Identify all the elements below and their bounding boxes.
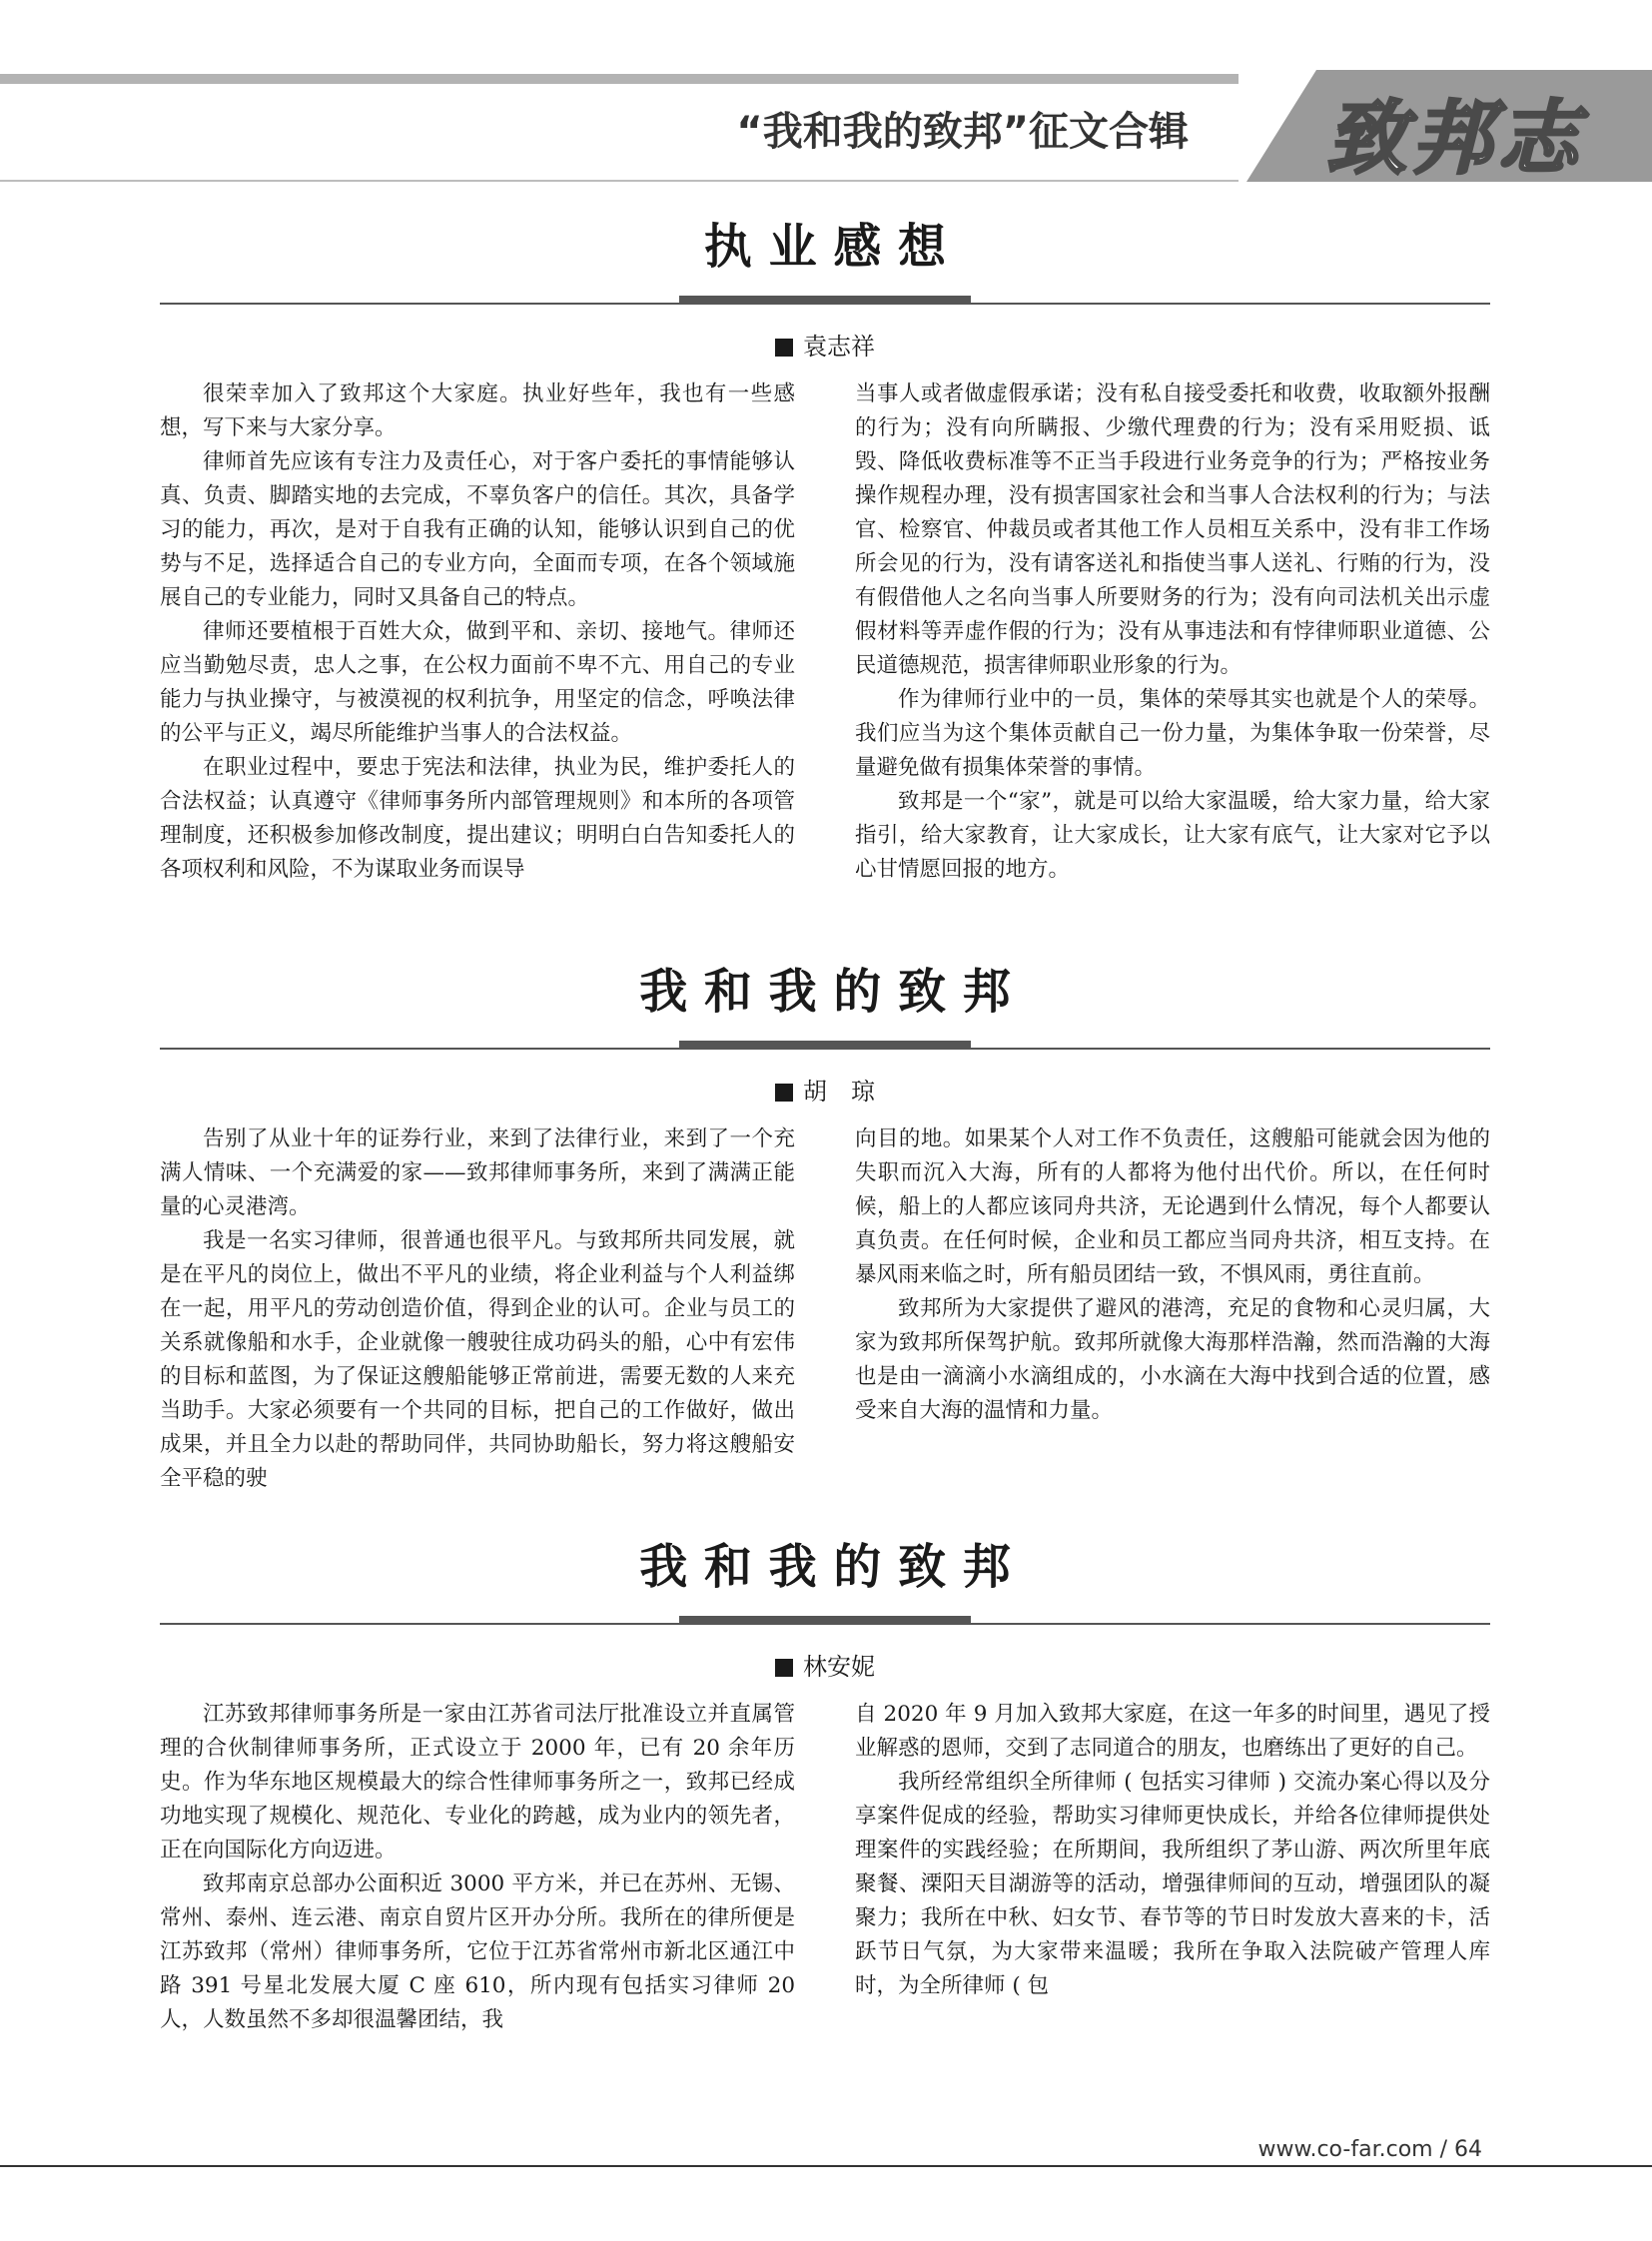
- paragraph: 很荣幸加入了致邦这个大家庭。执业好些年，我也有一些感想，写下来与大家分享。: [160, 381, 795, 440]
- article-columns: [160, 1698, 1490, 2037]
- paragraph-continued: 当事人或者做虚假承诺；没有私自接受委托和收费，收取额外报酬的行为；没有向所瞒报、少缴代理费的行为；没有采用贬损、诋毁、降低收费标准等不正当手段进行业务竞争的行为；严格按业务操作规程办理，没有损害国家社会和当事人合法权利的行为；与法官、检察官、仲裁员或者其他工作人员相互关系中，没有非工作场所会见的行为，没有请客送礼和指使当事人送礼、行贿的行为，没有假借他人之名向当事人所要财务的行为；没有向司法机关出示虚假材料等弄虚作假的行为；没有从事违法和有悖律师职业道德、公民道德规范，损害律师职业形象的行为。: [855, 381, 1490, 678]
- article-2: [160, 957, 1490, 1496]
- paragraph: 在职业过程中，要忠于宪法和法律，执业为民，维护委托人的合法权益；认真遵守《律师事务所内部管理规则》和本所的各项管理制度，还积极参加修改制度，提出建议；明明白白告知委托人的各项权利和风险，不为谋取业务而误导: [160, 755, 795, 882]
- paragraph: 致邦南京总部办公面积近 3000 平方米，并已在苏州、无锡、常州、泰州、连云港、南京自贸片区开办分所。我所在的律所便是江苏致邦（常州）律师事务所，它位于江苏省常州市新北区通江中路 391 号星北发展大厦 C 座 610，所内现有包括实习律师 20 人，人数虽然不多却很温馨团结，我: [160, 1871, 795, 2032]
- title-rule: [160, 1041, 1490, 1055]
- article-title: 我 和 我 的 致 邦: [639, 964, 1011, 1020]
- right-column: [855, 1122, 1490, 1496]
- title-rule: [160, 1616, 1490, 1630]
- paragraph: 告别了从业十年的证券行业，来到了法律行业，来到了一个充满人情味、一个充满爱的家——致邦律师事务所，来到了满满正能量的心灵港湾。: [160, 1126, 795, 1219]
- header-divider: [0, 180, 1239, 182]
- collection-title: “我和我的致邦”征文合辑: [736, 109, 1189, 155]
- left-column: [160, 377, 795, 887]
- right-column: [855, 1698, 1490, 2037]
- paragraph: 作为律师行业中的一员，集体的荣辱其实也就是个人的荣辱。我们应当为这个集体贡献自己一份力量，为集体争取一份荣誉，尽量避免做有损集体荣誉的事情。: [855, 687, 1490, 780]
- footer: www.co-far.com / 64: [1248, 2137, 1483, 2162]
- footer-website: www.co-far.com: [1257, 2137, 1433, 2162]
- article-title: 我 和 我 的 致 邦: [639, 1539, 1011, 1595]
- article-1: [160, 212, 1490, 887]
- paragraph: 我是一名实习律师，很普通也很平凡。与致邦所共同发展，就是在平凡的岗位上，做出不平凡的业绩，将企业利益与个人利益绑在一起，用平凡的劳动创造价值，得到企业的认可。企业与员工的关系就像船和水手，企业就像一艘驶往成功码头的船，心中有宏伟的目标和蓝图，为了保证这艘船能够正常前进，需要无数的人来充当助手。大家必须要有一个共同的目标，把自己的工作做好，做出成果，并且全力以赴的帮助同伴，共同协助船长，努力将这艘船安全平稳的驶: [160, 1228, 795, 1491]
- header-top-bar: [0, 74, 1239, 84]
- left-column: [160, 1122, 795, 1496]
- author-name: 袁志祥: [803, 333, 875, 361]
- author-square-icon: [775, 1659, 793, 1677]
- author-name: 胡 琼: [803, 1078, 875, 1106]
- brand-logo: [1246, 70, 1652, 185]
- paragraph: 致邦所为大家提供了避风的港湾，充足的食物和心灵归属，大家为致邦所保驾护航。致邦所就像大海那样浩瀚，然而浩瀚的大海也是由一滴滴小水滴组成的，小水滴在大海中找到合适的位置，感受来自大海的温情和力量。: [855, 1296, 1490, 1423]
- right-column: [855, 377, 1490, 887]
- author-square-icon: [775, 339, 793, 357]
- paragraph: 江苏致邦律师事务所是一家由江苏省司法厅批准设立并直属管理的合伙制律师事务所，正式设立于 2000 年，已有 20 余年历史。作为华东地区规模最大的综合性律师事务所之一，致邦已经成功地实现了规模化、规范化、专业化的跨越，成为业内的领先者，正在向国际化方向迈进。: [160, 1702, 795, 1863]
- paragraph-continued: 向目的地。如果某个人对工作不负责任，这艘船可能就会因为他的失职而沉入大海，所有的人都将为他付出代价。所以，在任何时候，船上的人都应该同舟共济，无论遇到什么情况，每个人都要认真负责。在任何时候，企业和员工都应当同舟共济，相互支持。在暴风雨来临之时，所有船员团结一致，不惧风雨，勇往直前。: [855, 1126, 1490, 1287]
- article-3: [160, 1532, 1490, 2037]
- article-columns: [160, 1122, 1490, 1496]
- brand-title: 致邦志: [1326, 91, 1584, 185]
- article-title: 执 业 感 想: [703, 219, 947, 275]
- author-line: [160, 330, 1490, 364]
- paragraph-continued: 自 2020 年 9 月加入致邦大家庭，在这一年多的时间里，遇见了授业解惑的恩师，交到了志同道合的朋友，也磨练出了更好的自己。: [855, 1702, 1490, 1761]
- article-columns: [160, 377, 1490, 887]
- paragraph: 我所经常组织全所律师 ( 包括实习律师 ) 交流办案心得以及分享案件促成的经验，帮助实习律师更快成长，并给各位律师提供处理案件的实践经验；在所期间，我所组织了茅山游、两次所里年底聚餐、溧阳天目湖游等的活动，增强律师间的互动，增强团队的凝聚力；我所在中秋、妇女节、春节等的节日时发放大喜来的卡，活跃节日气氛，为大家带来温暖；我所在争取入法院破产管理人库时，为全所律师 ( 包: [855, 1770, 1490, 1998]
- author-square-icon: [775, 1084, 793, 1102]
- left-column: [160, 1698, 795, 2037]
- title-rule: [160, 296, 1490, 310]
- author-line: [160, 1075, 1490, 1109]
- footer-rule: [0, 2165, 1652, 2167]
- author-name: 林安妮: [803, 1653, 875, 1681]
- paragraph: 律师还要植根于百姓大众，做到平和、亲切、接地气。律师还应当勤勉尽责，忠人之事，在公权力面前不卑不亢、用自己的专业能力与执业操守，与被漠视的权利抗争，用坚定的信念，呼唤法律的公平与正义，竭尽所能维护当事人的合法权益。: [160, 619, 795, 746]
- author-line: [160, 1650, 1490, 1684]
- paragraph: 律师首先应该有专注力及责任心，对于客户委托的事情能够认真、负责、脚踏实地的去完成，不辜负客户的信任。其次，具备学习的能力，再次，是对于自我有正确的认知，能够认识到自己的优势与不足，选择适合自己的专业方向，全面而专项，在各个领域施展自己的专业能力，同时又具备自己的特点。: [160, 449, 795, 610]
- page-number: 64: [1454, 2137, 1482, 2162]
- paragraph: 致邦是一个“家”，就是可以给大家温暖，给大家力量，给大家指引，给大家教育，让大家成长，让大家有底气，让大家对它予以心甘情愿回报的地方。: [855, 789, 1490, 882]
